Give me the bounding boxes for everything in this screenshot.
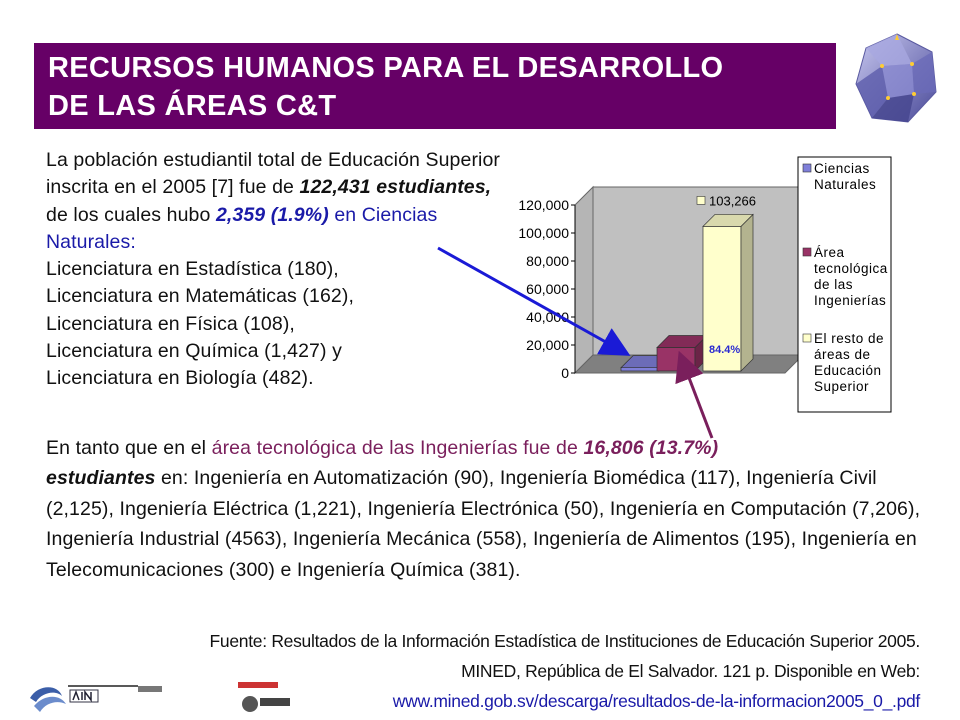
legend-label: áreas de [814, 347, 871, 362]
engineering-career-list: en: Ingeniería en Automatización (90), Ingeniería Biomédica (117), Ingeniería Civil (2,125), Ingeniería Eléctrica (1,221), Ingeniería Electrónica (50), Ingeniería en Computación (7,206), Ingeniería Industrial (4563), Ingeniería Mecánica (558), Ingeniería de Alimentos (195), Ingeniería en Telecomunicaciones (300) e Ingeniería Química (381). [46, 467, 921, 581]
engineering-count: 16,806 (13.7%) [583, 437, 719, 459]
data-label-percent: 84.4% [709, 344, 741, 356]
legend-label: Área [814, 245, 845, 260]
legend-label: tecnológica [814, 261, 888, 276]
y-tick-label: 0 [561, 365, 569, 381]
engineering-text-1: En tanto que en el [46, 437, 212, 459]
legend-label: Educación [814, 363, 882, 378]
career-list-item: Licenciatura en Física (108), [46, 312, 295, 335]
engineering-students-word: estudiantes [46, 467, 156, 490]
legend-label: Superior [814, 379, 870, 394]
career-list-item: Licenciatura en Biología (482). [46, 367, 314, 390]
y-tick-label: 20,000 [526, 337, 569, 353]
career-list-item: Licenciatura en Matemáticas (162), [46, 285, 354, 308]
source-line1: Fuente: Resultados de la Información Estadística de Instituciones de Educación Superior 2005. [209, 631, 920, 651]
ansejol-logo-icon [238, 682, 290, 712]
y-tick-label: 100,000 [518, 225, 569, 241]
career-list-item: Licenciatura en Química (1,427) y [46, 340, 342, 363]
legend-label: Ingenierías [814, 293, 887, 308]
intro-text-3: de los cuales hubo [46, 203, 216, 226]
page-title-line2: DE LAS ÁREAS C&T [48, 90, 337, 122]
intro-text-1: La población estudiantil total de Educación Superior inscrita en el 2005 [7] fue de [46, 149, 501, 199]
source-url-link[interactable]: www.mined.gob.sv/descarga/resultados-de-la-informacion2005_0_.pdf [392, 691, 920, 711]
engineering-paragraph [46, 433, 926, 585]
natural-sciences-count: 2,359 (1.9%) [215, 203, 329, 226]
engineering-area-label: área tecnológica de las Ingenierías fue de [211, 437, 584, 459]
gov-logo-icon [138, 686, 162, 692]
career-list-item: Licenciatura en Estadística (180), [46, 258, 339, 281]
legend-label: El resto de [814, 331, 885, 346]
y-tick-label: 40,000 [526, 309, 569, 325]
y-tick-label: 60,000 [526, 281, 569, 297]
legend-label: de las [814, 277, 854, 292]
source-line2: MINED, República de El Salvador. 121 p. Disponible en Web: [461, 661, 920, 681]
natural-sciences-label: en Ciencias Naturales: [46, 203, 438, 253]
engineering-arrow [683, 362, 712, 438]
mined-logo-icon [30, 686, 138, 712]
legend-label: Naturales [814, 177, 877, 192]
y-tick-label: 120,000 [518, 197, 569, 213]
total-students: 122,431 estudiantes, [299, 176, 492, 199]
natural-sciences-arrow [438, 248, 620, 350]
data-label-value: 103,266 [709, 193, 756, 209]
legend-label: Ciencias [814, 161, 870, 176]
page-title-line1: RECURSOS HUMANOS PARA EL DESARROLLO [48, 52, 724, 84]
y-tick-label: 80,000 [526, 253, 569, 269]
footer-logos [28, 680, 328, 720]
